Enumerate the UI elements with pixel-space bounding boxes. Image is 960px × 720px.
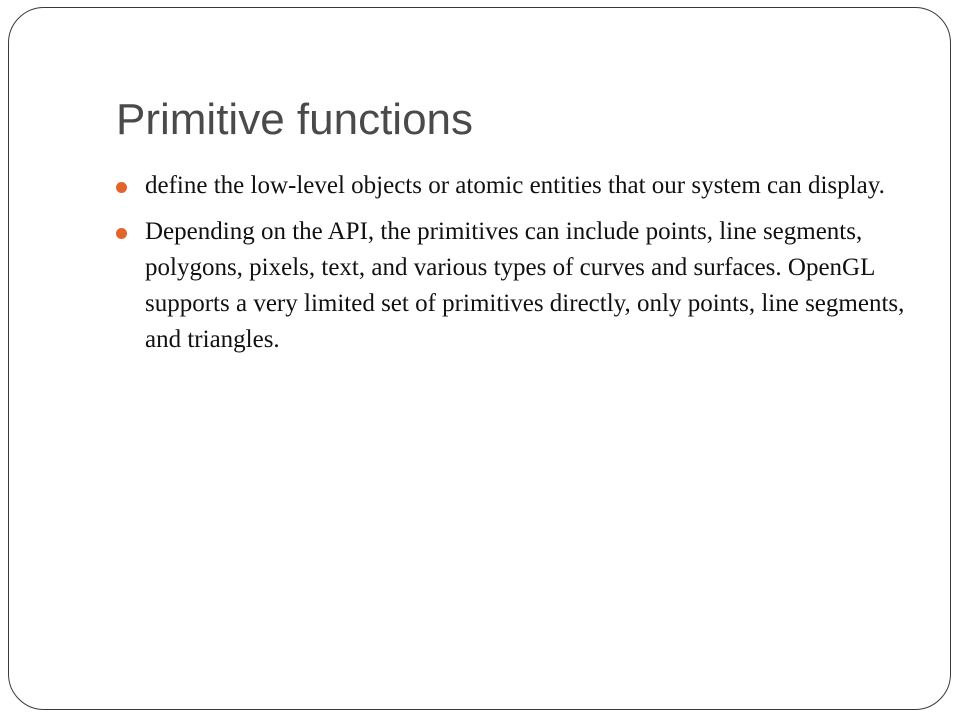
slide-frame bbox=[8, 7, 951, 710]
round-bullet-icon bbox=[116, 228, 127, 239]
bullet-item bbox=[116, 214, 916, 358]
slide-title: Primitive functions bbox=[116, 95, 474, 144]
bullet-text: define the low-level objects or atomic entities that our system can display. bbox=[145, 172, 885, 199]
bullet-text: Depending on the API, the primitives can include points, line segments, polygons, pixels, text, and various types of curves and surfaces. OpenGL supports a very limited set of primitives directly, only points, line segments, and triangles. bbox=[145, 218, 905, 353]
bullet-item bbox=[116, 168, 916, 204]
round-bullet-icon bbox=[116, 182, 127, 193]
bullet-list bbox=[116, 168, 916, 368]
